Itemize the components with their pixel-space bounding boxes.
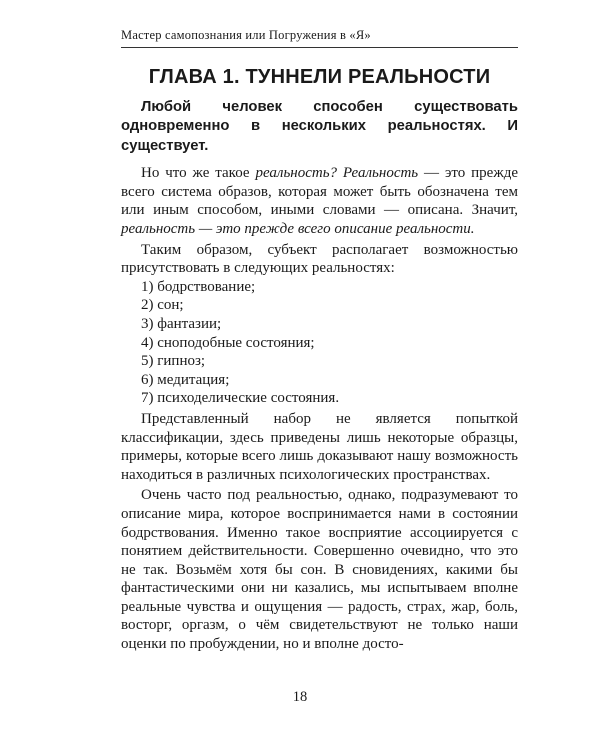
list-item: 1) бодрствование;: [141, 278, 256, 295]
paragraph-1: [121, 164, 518, 238]
page-number: 18: [292, 689, 308, 705]
list-item: 5) гипноз;: [141, 353, 206, 370]
paragraph-1-italic-b: реальность — это прежде всего описание реальности.: [121, 221, 475, 237]
paragraph-1-text-a: Но что же такое: [141, 165, 256, 182]
running-header: Мастер самопознания или Погружения в «Я»: [121, 28, 371, 42]
list-item: 2) сон;: [141, 297, 184, 314]
paragraph-1-italic-a: реальность? Реальность: [255, 165, 419, 182]
paragraph-4: Очень часто под реальностью, однако, подразумевают то описание мира, которое воспринимается нами в состоянии бодрствования. Именно такое восприятие ассоциируется с понятием действительности. Совершенно очевидно, что это не так. Возьмём хотя бы сон. В сновидениях, какими бы фантастическими они ни казались, мы испытываем вполне реальные чувства и ощущения — радость, страх, жар, боль, восторг, оргазм, о чём свидетельствуют не только наши оценки по пробуждении, но и вполне досто-: [121, 487, 518, 653]
list-item: 7) психоделические состояния.: [141, 390, 340, 407]
header-rule: [121, 47, 518, 48]
list-item: 3) фантазии;: [141, 315, 222, 332]
paragraph-2: Таким образом, субъект располагает возможностью присутствовать в следующих реальностях:: [121, 241, 518, 277]
lead-paragraph: Любой человек способен существовать одновременно в нескольких реальностях. И существует.: [121, 99, 518, 154]
list-item: 6) медитация;: [141, 371, 230, 388]
list-item: 4) сноподобные состояния;: [141, 334, 315, 351]
page-body: [121, 98, 518, 654]
paragraph-3: Представленный набор не является попыткой классификации, здесь приведены лишь некоторые образцы, примеры, которые всего лишь доказывают нашу возможность находиться в различных психологических пространствах.: [121, 410, 518, 483]
chapter-title: ГЛАВА 1. ТУННЕЛИ РЕАЛЬНОСТИ: [148, 66, 491, 88]
paragraph-1-text-b: — это прежде всего система образов, которая может быть обозначена тем или иным способом, иными словами — описана. Значит,: [121, 165, 518, 219]
realities-list: [121, 278, 518, 408]
